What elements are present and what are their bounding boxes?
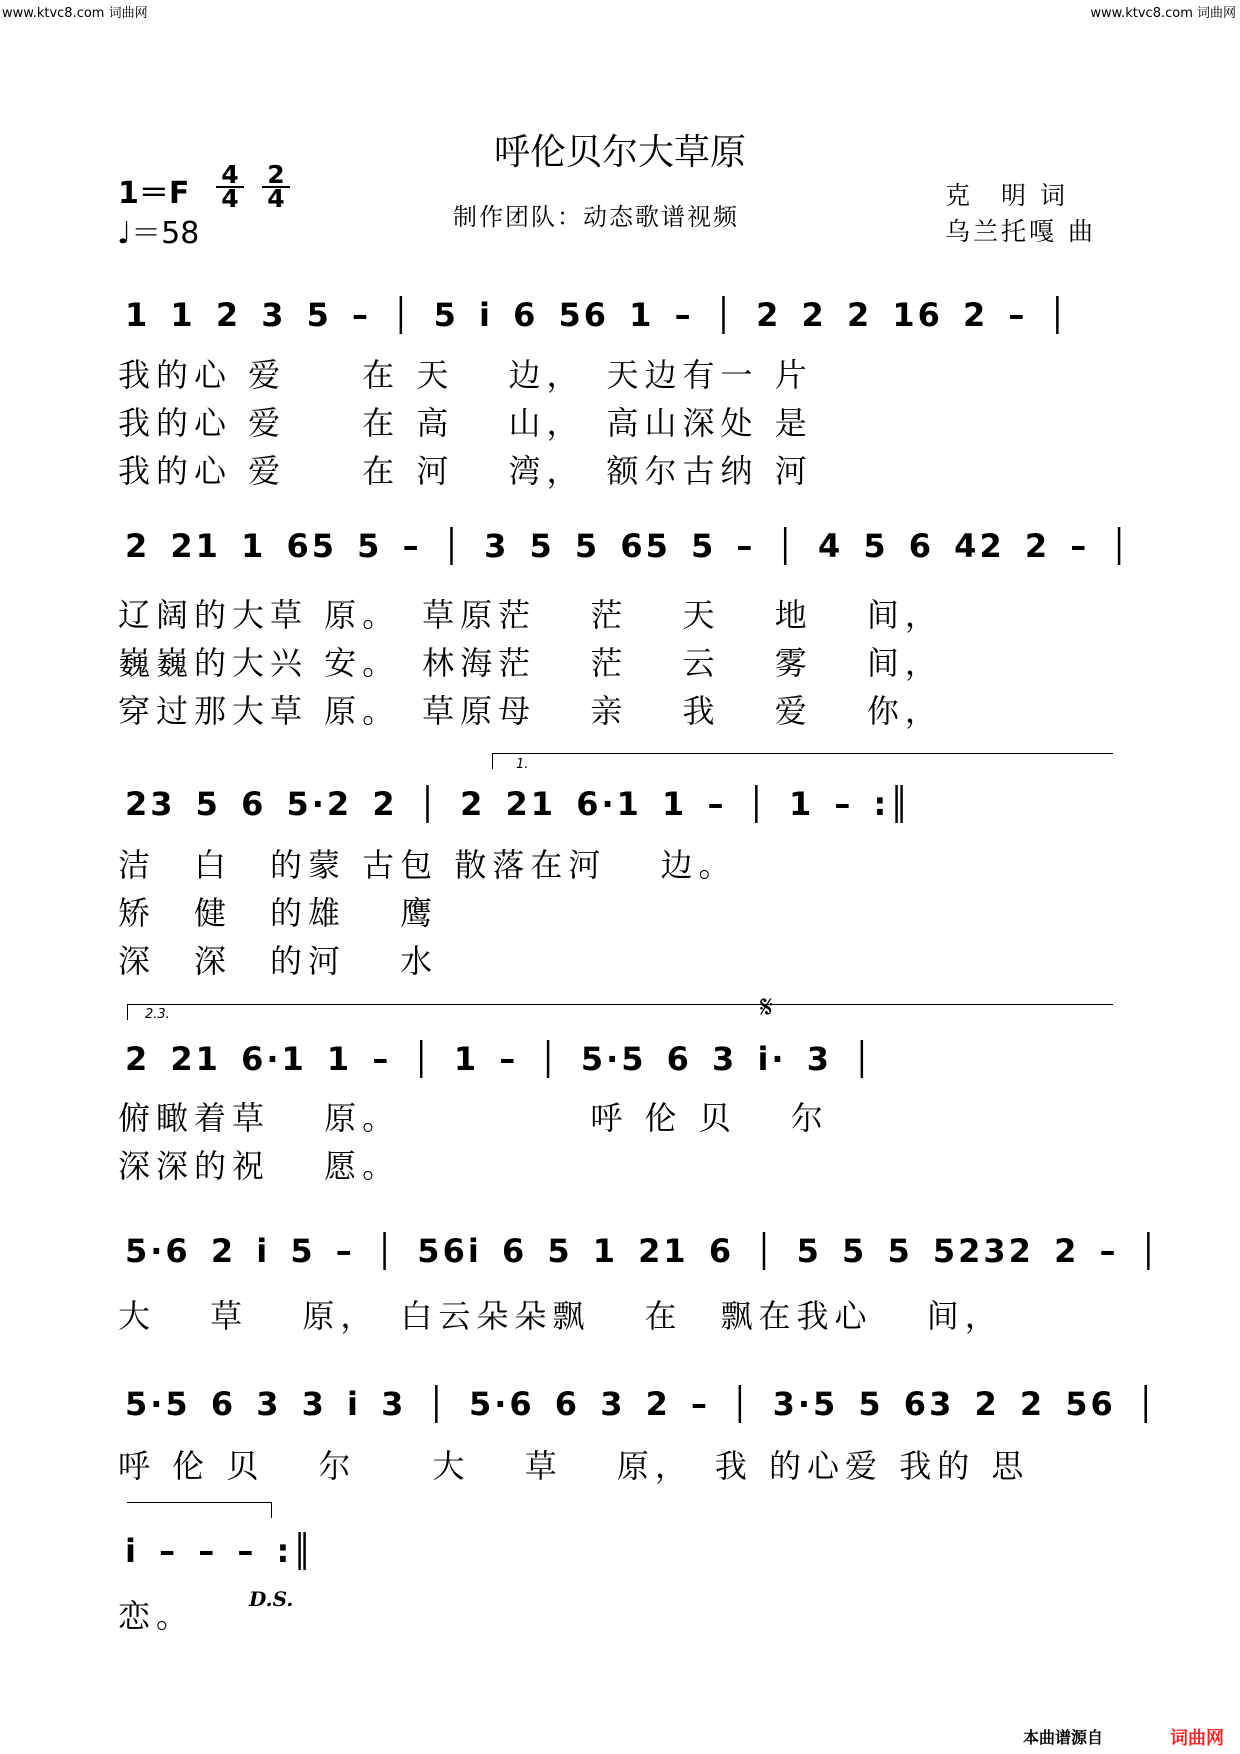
lyricist-credit: 克 明 词 [945, 181, 1068, 210]
second-ending-label: 2.3. [145, 1007, 170, 1022]
lyric-line: 巍巍的大兴 安。 林海茫 茫 云 雾 间， [118, 644, 943, 682]
time-signature-4-4 [216, 160, 244, 213]
segno-icon: 𝄋 [760, 990, 773, 1025]
repeat-bracket-hook [271, 1502, 272, 1518]
time-signature-2-4 [262, 160, 290, 213]
time-sig-numerator: 4 [221, 160, 239, 189]
lyric-line: 呼 伦 贝 尔 大 草 原， 我 的心爱 我的 思 [118, 1447, 1030, 1485]
footer-logo[interactable]: 词曲网 [1170, 1728, 1224, 1749]
score-system-7-notes: i – – – :║ [125, 1532, 315, 1570]
site-header-right[interactable]: www.ktvc8.com 词曲网 [1090, 6, 1236, 21]
time-sig-numerator: 2 [267, 160, 285, 189]
lyric-line: 洁 白 的蒙 古包 散落在河 边。 [118, 846, 737, 884]
second-ending-bracket-hook [127, 1004, 128, 1020]
score-system-1-notes: 1 1 2 3 5 – │ 5 i 6 56 1 – │ 2 2 2 16 2 – │ [125, 296, 1070, 334]
lyric-line: 穿过那大草 原。 草原母 亲 我 爱 你， [118, 692, 943, 730]
time-sig-denominator: 4 [216, 186, 244, 210]
lyric-line: 俯瞰着草 原。 呼 伦 贝 尔 [118, 1099, 829, 1137]
lyric-line: 我的心 爱 在 高 山， 高山深处 是 [118, 404, 813, 442]
score-system-5-notes: 5·6 2 i 5 – │ 56i 6 5 1 21 6 │ 5 5 5 5232 2 – │ [125, 1232, 1161, 1270]
site-header-left[interactable]: www.ktvc8.com 词曲网 [2, 6, 148, 21]
tempo-value: ＝58 [131, 216, 200, 251]
key-signature: 1＝F [118, 176, 190, 211]
score-system-3-notes: 23 5 6 5·2 2 │ 2 21 6·1 1 – │ 1 – :║ [125, 785, 912, 823]
lyric-line: 我的心 爱 在 天 边， 天边有一 片 [118, 356, 813, 394]
time-sig-denominator: 4 [262, 186, 290, 210]
production-team: 制作团队：动态歌谱视频 [453, 203, 739, 231]
repeat-bracket [127, 1502, 272, 1503]
first-ending-label: 1. [516, 757, 529, 772]
score-system-2-notes: 2 21 1 65 5 – │ 3 5 5 65 5 – │ 4 5 6 42 2 – │ [125, 527, 1132, 565]
lyric-line: 大 草 原， 白云朵朵飘 在 飘在我心 间， [118, 1297, 1003, 1335]
dal-segno-marking: D.S. [249, 1587, 294, 1611]
score-system-4-notes: 2 21 6·1 1 – │ 1 – │ 5·5 6 3 i· 3 │ [125, 1040, 875, 1078]
lyric-line: 深深的祝 愿。 [118, 1147, 401, 1185]
first-ending-bracket [492, 753, 1113, 754]
second-ending-bracket [127, 1004, 1113, 1005]
lyric-line: 深 深 的河 水 [118, 942, 439, 980]
footer-source: 本曲谱源自 [1023, 1728, 1104, 1747]
lyric-line: 辽阔的大草 原。 草原茫 茫 天 地 间， [118, 596, 943, 634]
song-title: 呼伦贝尔大草原 [493, 132, 746, 173]
lyric-line: 恋。 [118, 1597, 195, 1635]
first-ending-bracket-hook [492, 753, 493, 769]
composer-credit: 乌兰托嘎 曲 [945, 217, 1096, 246]
lyric-line: 矫 健 的雄 鹰 [118, 894, 439, 932]
score-system-6-notes: 5·5 6 3 3 i 3 │ 5·6 6 3 2 – │ 3·5 5 63 2 2 56 │ [125, 1385, 1159, 1423]
lyric-line: 我的心 爱 在 河 湾， 额尔古纳 河 [118, 452, 813, 490]
tempo-marking [117, 208, 199, 252]
quarter-note-icon: ♩ [117, 216, 132, 251]
